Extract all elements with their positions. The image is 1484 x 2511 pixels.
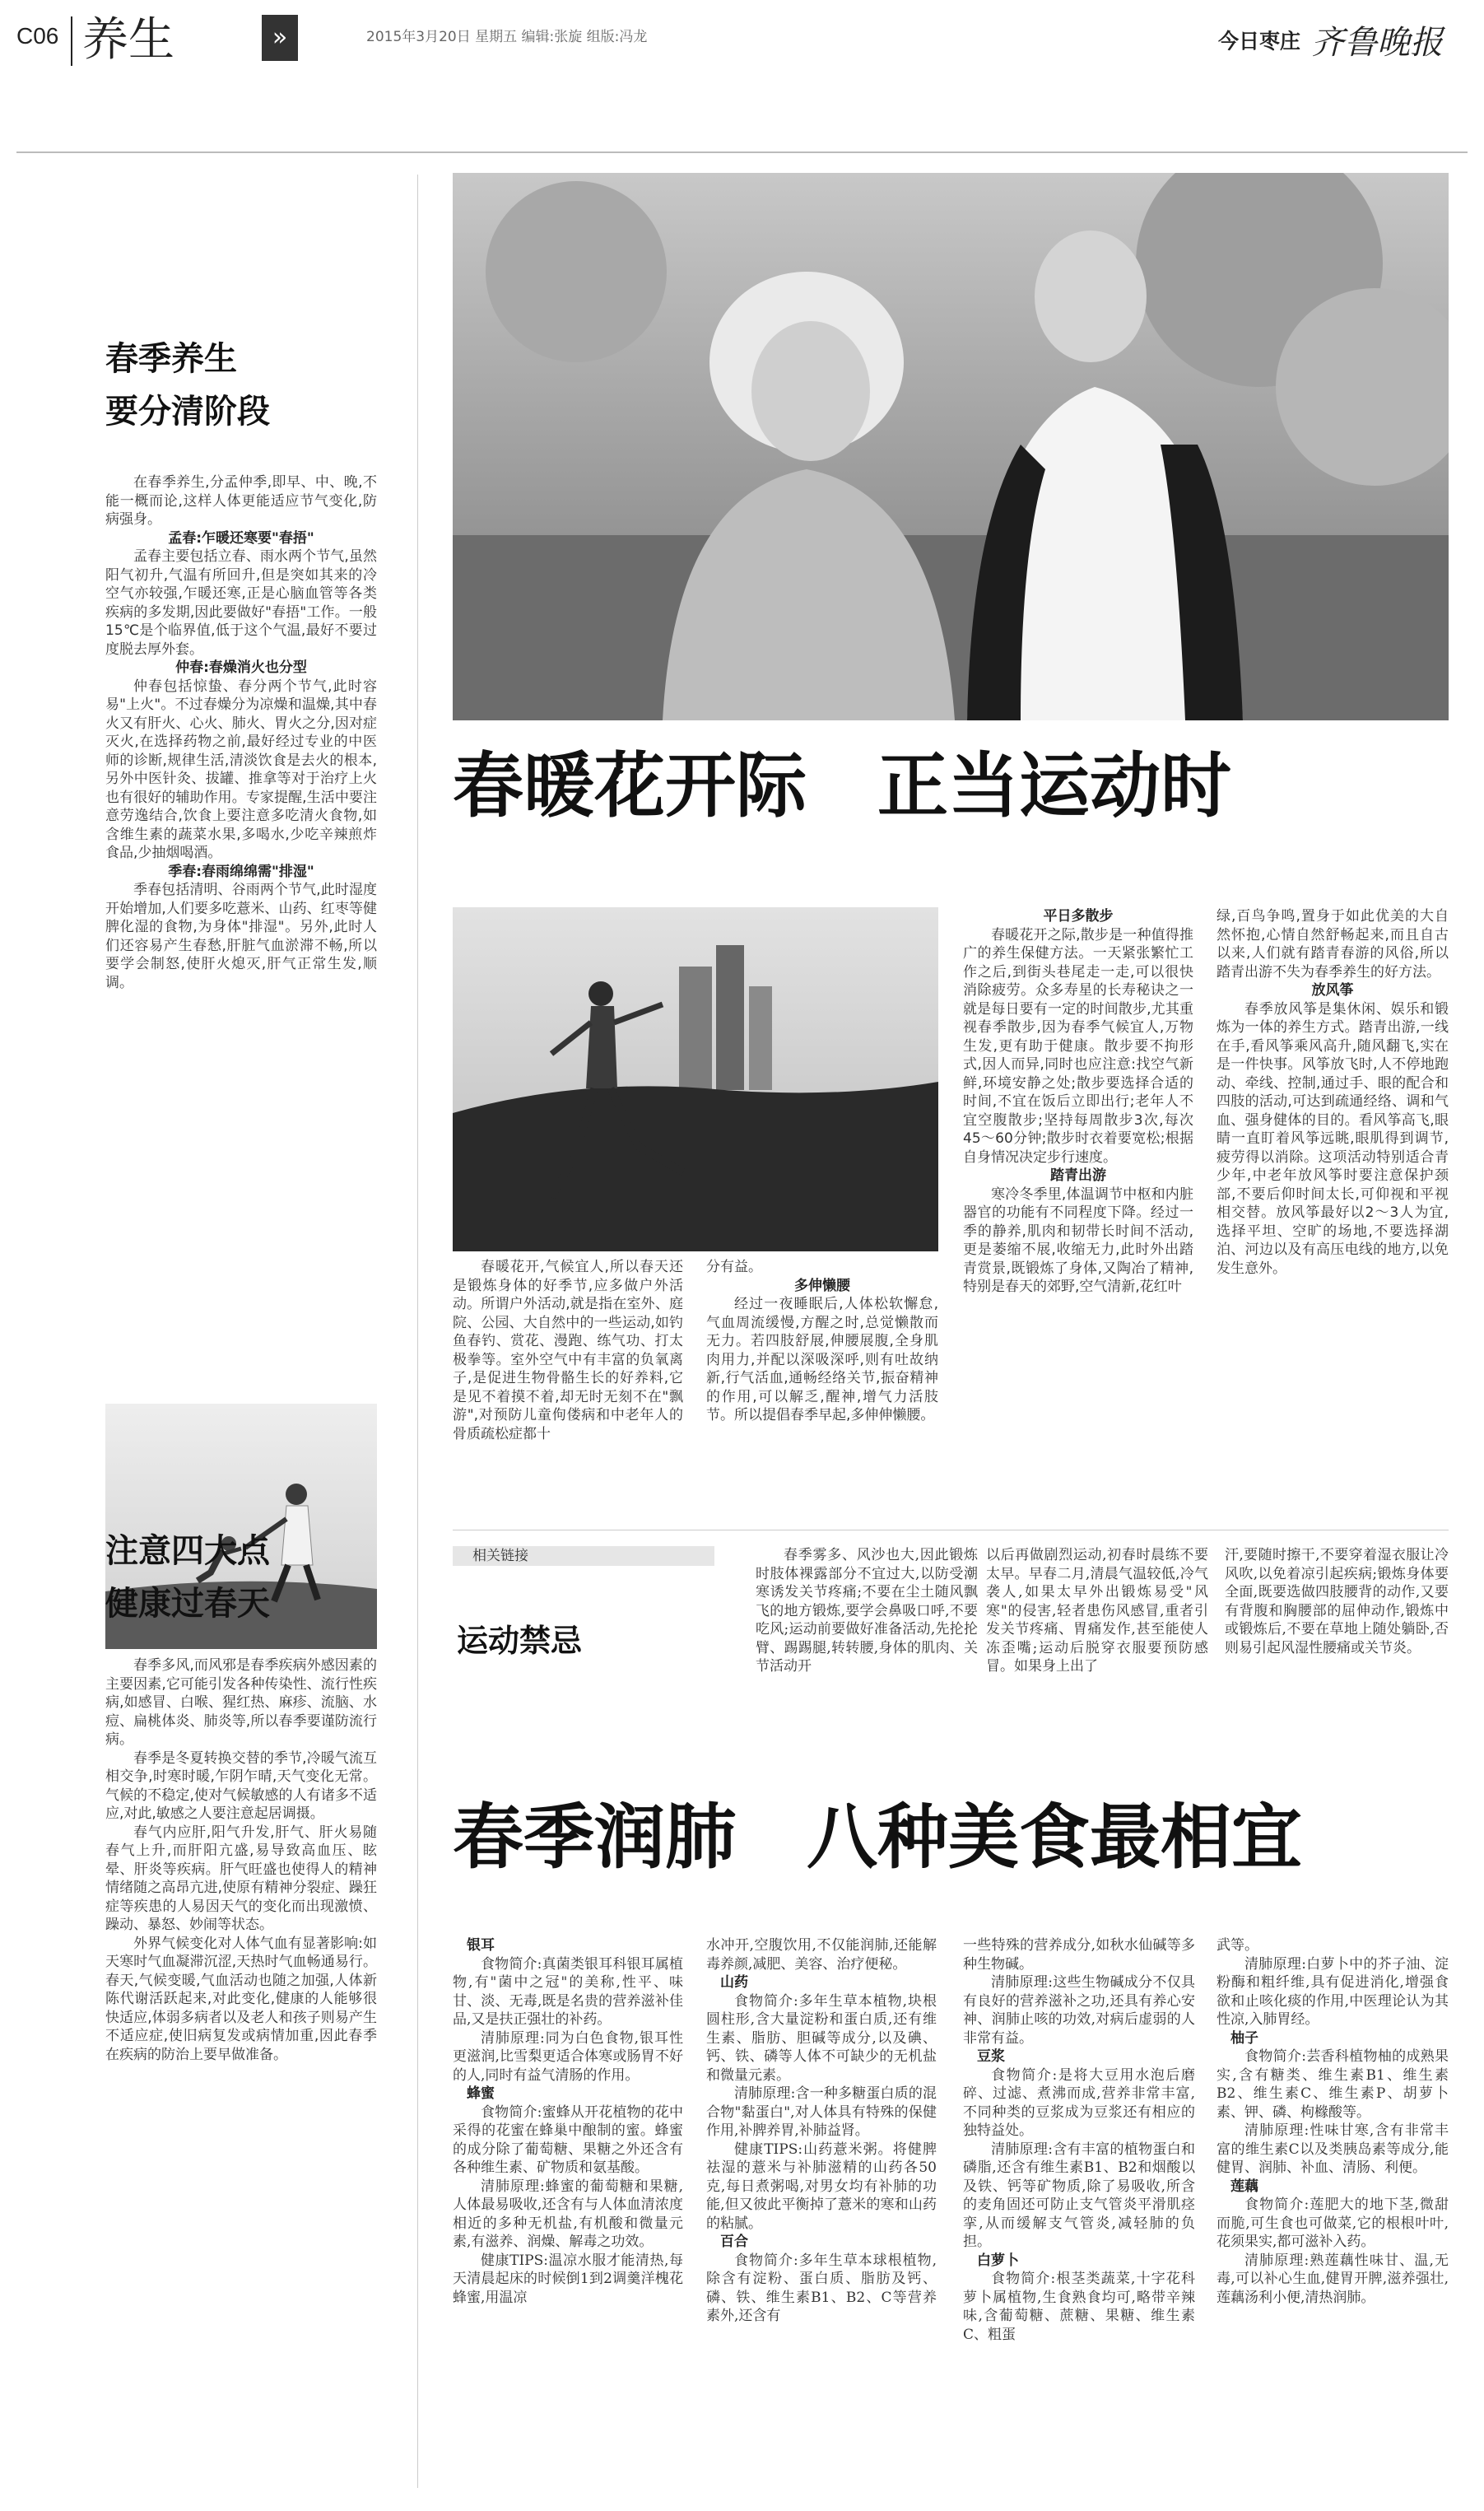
elderly-couple-illustration xyxy=(453,173,1449,720)
related-title: 运动禁忌 xyxy=(457,1623,583,1659)
paragraph: 清肺原理:性味甘寒,含有非常丰富的维生素C以及类胰岛素等成分,能健胃、润肺、补血、清肠、利便。 xyxy=(1217,2122,1449,2176)
related-tag xyxy=(453,1546,714,1566)
paragraph: 食物简介:芸香科植物柚的成熟果实,含有糖类、维生素B1、维生素B2、维生素C、维生素P、胡萝卜素、钾、磷、枸橼酸等。 xyxy=(1217,2048,1449,2121)
paragraph: 春季是冬夏转换交替的季节,冷暖气流互相交争,时寒时暖,乍阴乍晴,天气变化无常。气候的不稳定,使对气候敏感的人有诸多不适应,对此,敏感之人要注意起居调摄。 xyxy=(105,1749,377,1822)
running-woman-photo xyxy=(453,907,938,1251)
subheading: 银耳 xyxy=(467,1937,495,1954)
article2-title xyxy=(105,1525,377,1630)
column-divider xyxy=(417,175,418,2488)
double-chevron-right-icon: » xyxy=(272,23,288,52)
paragraph: 清肺原理:同为白色食物,银耳性更滋润,比雪梨更适合体寒或肠胃不好的人,同时有益气清肠的作用。 xyxy=(453,2029,683,2084)
related-col3: 汗,要随时擦干,不要穿着湿衣服让冷风吹,以免着凉引起疾病;锻炼身体要全面,既要选做四肢腰背的动作,又要有背腹和胸腰部的屈伸动作,锻炼中或锻炼后,不要在草地上随处躺卧,否则易引起风湿性腰痛或关节炎。 xyxy=(1225,1547,1449,1656)
article1-title-line1: 春季养生 xyxy=(105,340,237,378)
exercise-col2 xyxy=(706,1258,938,1425)
brand-logo: 齐鲁晚报 xyxy=(1311,24,1444,62)
paragraph: 分有益。 xyxy=(706,1259,762,1275)
elderly-couple-photo xyxy=(453,173,1449,720)
paragraph: 春气内应肝,阳气升发,肝气、肝火易随春气上升,而肝阳亢盛,易导致高血压、眩晕、肝炎等疾病。肝气旺盛也使得人的精神情绪随之高昂亢进,使原有精神分裂症、躁狂症等疾患的人易因天气的变化而出现激愤、躁动、暴怒、妙闹等状态。 xyxy=(105,1824,377,1933)
paragraph: 季春包括清明、谷雨两个节气,此时湿度开始增加,人们要多吃薏米、山药、红枣等健脾化湿的食物,为身体"排湿"。另外,此时人们还容易产生春愁,肝脏气血淤滞不畅,所以要学会制怒,使肝火熄灭,肝气正常生发,顺调。 xyxy=(105,882,377,991)
paragraph: 孟春主要包括立春、雨水两个节气,虽然阳气初升,气温有所回升,但是突如其来的冷空气亦较强,乍暖还寒,正是心脑血管等各类疾病的多发期,因此要做好"春捂"工作。一般15℃是个临界值,低于这个气温,最好不要过度脱去厚外套。 xyxy=(105,548,377,658)
food-col1 xyxy=(453,1936,683,2307)
subheading: 白萝卜 xyxy=(977,2252,1019,2269)
subheading: 仲春:春燥消火也分型 xyxy=(175,659,307,676)
headline-exercise: 春暖花开际 正当运动时 xyxy=(453,745,1231,827)
header-meta: 2015年3月20日 星期五 编辑:张旋 组版:冯龙 xyxy=(366,29,648,45)
paragraph: 健康TIPS:温凉水服才能清热,每天清晨起床的时候倒1到2调羹洋槐花蜂蜜,用温凉 xyxy=(453,2252,683,2306)
food-col4 xyxy=(1217,1936,1449,2307)
paragraph: 清肺原理:含一种多糖蛋白质的混合物"黏蛋白",对人体具有特殊的保健作用,补脾养胃,补肺益肾。 xyxy=(706,2085,937,2139)
running-woman-illustration xyxy=(453,907,938,1251)
brand xyxy=(1218,16,1443,63)
exercise-col3 xyxy=(963,907,1193,1297)
subheading: 平日多散步 xyxy=(1043,908,1114,925)
subheading: 多伸懒腰 xyxy=(794,1277,850,1294)
paragraph: 清肺原理:这些生物碱成分不仅具有良好的营养滋补之功,还具有养心安神、润肺止咳的功效,对病后虚弱的人非常有益。 xyxy=(963,1974,1195,2047)
paragraph: 食物简介:蜜蜂从开花植物的花中采得的花蜜在蜂巢中酿制的蜜。蜂蜜的成分除了葡萄糖、果糖之外还含有各种维生素、矿物质和氨基酸。 xyxy=(453,2103,683,2176)
article1-title-line2: 要分清阶段 xyxy=(105,393,270,431)
paragraph: 在春季养生,分孟仲季,即早、中、晚,不能一概而论,这样人体更能适应节气变化,防病强身。 xyxy=(105,474,377,528)
paragraph: 经过一夜睡眠后,人体松软懈怠,气血周流缓慢,方醒之时,总觉懒散而无力。若四肢舒展,伸腰展腹,全身肌肉用力,并配以深吸深呼,则有吐故纳新,行气活血,通畅经络关节,振奋精神的作用,可以解乏,醒神,增气力活肢节。所以提倡春季早起,多伸伸懒腰。 xyxy=(706,1296,938,1423)
paragraph: 清肺原理:熟莲藕性味甘、温,无毒,可以补心生血,健胃开脾,滋养强壮,莲藕汤利小便,清热润肺。 xyxy=(1217,2252,1449,2306)
paragraph: 清肺原理:蜂蜜的葡萄糖和果糖,人体最易吸收,还含有与人体血清浓度相近的多种无机盐,有机酸和微量元素,有滋养、润燥、解毒之功效。 xyxy=(453,2178,683,2250)
paragraph: 食物简介:多年生草本植物,块根圆柱形,含大量淀粉和蛋白质,还有维生素、脂肪、胆碱等成分,以及碘、钙、铁、磷等人体不可缺少的无机盐和微量元素。 xyxy=(706,1992,937,2084)
food-col2 xyxy=(706,1936,937,2326)
paragraph: 春暖花开,气候宜人,所以春天还是锻炼身体的好季节,应多做户外活动。所谓户外活动,就是指在室外、庭院、公园、大自然中的一些运动,如钓鱼春钓、赏花、漫跑、练气功、打太极拳等。室外空气中有丰富的负氧离子,是促进生物骨骼生长的好养料,它是见不着摸不着,却无时无刻不在"飘游",对预防儿童佝偻病和中老年人的骨质疏松症都十 xyxy=(453,1259,683,1442)
paragraph: 一些特殊的营养成分,如秋水仙碱等多种生物碱。 xyxy=(963,1937,1195,1973)
section-title: 养生 xyxy=(82,13,174,67)
article1-body xyxy=(105,473,377,992)
food-col3 xyxy=(963,1936,1195,2344)
header-divider xyxy=(71,16,72,66)
paragraph: 寒冷冬季里,体温调节中枢和内脏器官的功能有不同程度下降。经过一季的静养,肌肉和韧带长时间不活动,更是萎缩不展,收缩无力,此时外出踏青赏景,既锻炼了身体,又陶冶了精神,特别是春天的郊野,空气清新,花红叶 xyxy=(963,1186,1193,1295)
paragraph: 春季放风筝是集休闲、娱乐和锻炼为一体的养生方式。踏青出游,一线在手,看风筝乘风高升,随风翻飞,实在是一件快事。风筝放飞时,人不停地跑动、牵线、控制,通过手、眼的配合和四肢的活动,可达到疏通经络、调和气血、强身健体的目的。看风筝高飞,眼睛一直盯着风筝远眺,眼肌得到调节,疲劳得以消除。这项活动特别适合青少年,中老年放风筝时要注意保护颈部,不要后仰时间太长,可仰视和平视相交替。放风筝最好以2～3人为宜,选择平坦、空旷的场地,不要选择湖泊、河边以及有高压电线的地方,以免发生意外。 xyxy=(1217,1000,1449,1277)
subheading: 莲藕 xyxy=(1230,2178,1258,2195)
paragraph: 仲春包括惊蛰、春分两个节气,此时容易"上火"。不过春燥分为凉燥和温燥,其中春火又有肝火、心火、肺火、胃火之分,因对症灭火,在选择药物之前,最好经过专业的中医师的诊断,规律生活,清淡饮食是去火的根本,另外中医针灸、拔罐、推拿等对于治疗上火也有很好的辅助作用。专家提醒,生活中要注意劳逸结合,饮食上要注意多吃清火食物,如含维生素的蔬菜水果,多喝水,少吃辛辣煎炸食品,少抽烟喝酒。 xyxy=(105,678,377,861)
paragraph: 春季多风,而风邪是春季疾病外感因素的主要因素,它可能引发各种传染性、流行性疾病,如感冒、白喉、猩红热、麻疹、流脑、水痘、扁桃体炎、肺炎等,所以春季要谨防流行病。 xyxy=(105,1657,377,1748)
paragraph: 绿,百鸟争鸣,置身于如此优美的大自然怀抱,心情自然舒畅起来,而且自古以来,人们就有踏青春游的风俗,所以踏青出游不失为春季养生的好方法。 xyxy=(1217,908,1449,981)
exercise-col4 xyxy=(1217,907,1449,1278)
subheading: 季春:春雨绵绵需"排湿" xyxy=(168,863,314,880)
exercise-col1 xyxy=(453,1258,683,1443)
related-col1: 春季雾多、风沙也大,因此锻炼时肢体裸露部分不宜过大,以防受潮寒诱发关节疼痛;不要在尘土随风飘飞的地方锻炼,要学会鼻吸口呼,不要吃风;运动前要做好准备活动,先抡抡臂、踢踢腿,转转腰,身体的肌肉、关节活动开 xyxy=(756,1547,978,1675)
article2-title-line2: 健康过春天 xyxy=(105,1585,270,1623)
subheading: 豆浆 xyxy=(977,2048,1005,2065)
subheading: 山药 xyxy=(720,1974,748,1991)
subheading: 孟春:乍暖还寒要"春捂" xyxy=(168,529,314,547)
paragraph: 食物简介:是将大豆用水泡后磨碎、过滤、煮沸而成,营养非常丰富,不同种类的豆浆成为豆浆还有相应的独特益处。 xyxy=(963,2066,1195,2139)
paragraph: 食物简介:多年生草本球根植物,除含有淀粉、蛋白质、脂肪及钙、磷、铁、维生素B1、B2、C等营养素外,还含有 xyxy=(706,2252,937,2324)
paragraph: 食物简介:根茎类蔬菜,十字花科萝卜属植物,生食熟食均可,略带辛辣味,含葡萄糖、蔗糖、果糖、维生素C、粗蛋 xyxy=(963,2271,1195,2343)
page-number: C06 xyxy=(16,23,59,49)
headline-food: 春季润肺 八种美食最相宜 xyxy=(453,1796,1302,1879)
paragraph: 水冲开,空腹饮用,不仅能润肺,还能解毒养颜,减肥、美容、治疗便秘。 xyxy=(706,1937,937,1973)
subheading: 柚子 xyxy=(1230,2029,1258,2047)
article2-title-line1: 注意四大点 xyxy=(105,1532,270,1570)
paragraph: 清肺原理:含有丰富的植物蛋白和磷脂,还含有维生素B1、B2和烟酸以及铁、钙等矿物质,除了易吸收,所含的麦角固还可防止支气管炎平滑肌痉挛,从而缓解支气管炎,减轻肺的负担。 xyxy=(963,2141,1195,2250)
subheading: 放风筝 xyxy=(1311,982,1354,999)
paragraph: 健康TIPS:山药薏米粥。将健脾祛湿的薏米与补肺滋精的山药各50克,每日煮粥喝,对男女均有补肺的功能,但又彼此平衡掉了薏米的寒和山药的粘腻。 xyxy=(706,2141,937,2232)
subheading: 蜂蜜 xyxy=(467,2085,495,2102)
paragraph: 清肺原理:白萝卜中的芥子油、淀粉酶和粗纤维,具有促进消化,增强食欲和止咳化痰的作用,中医理论认为其性凉,入肺胃经。 xyxy=(1217,1955,1449,2028)
related-tag-label: 相关链接 xyxy=(472,1548,528,1564)
paragraph: 春暖花开之际,散步是一种值得推广的养生保健方法。一天紧张繁忙工作之后,到街头巷尾走一走,可以很快消除疲劳。众多寿星的长寿秘诀之一就是每日要有一定的时间散步,尤其重视春季散步,因为春季气候宜人,万物生发,更有助于健康。散步要不拘形式,因人而异,同时也应注意:找空气新鲜,环境安静之处;散步要选择合适的时间,不宜在饭后立即出行;老年人不宜空腹散步;坚持每周散步3次,每次45～60分钟;散步时衣着要宽松;根据自身情况决定步行速度。 xyxy=(963,926,1193,1166)
related-col2: 以后再做剧烈运动,初春时晨练不要太早。早春二月,清晨气温较低,冷气袭人,如果太早外出锻炼易受"风寒"的侵害,轻者患伤风感冒,重者引发关节疼痛、胃痛发作,甚至能使人冻歪嘴;运动后脱穿衣服要预防感冒。如果身上出了 xyxy=(986,1547,1208,1675)
paragraph: 食物简介:莲肥大的地下茎,微甜而脆,可生食也可做菜,它的根根叶叶,花须果实,都可滋补入药。 xyxy=(1217,2197,1449,2250)
paragraph: 食物简介:真菌类银耳科银耳属植物,有"菌中之冠"的美称,性平、味甘、淡、无毒,既是名贵的营养滋补佳品,又是扶正强壮的补药。 xyxy=(453,1955,683,2028)
subheading: 百合 xyxy=(720,2234,748,2250)
section-arrow-badge xyxy=(262,15,298,61)
brand-prefix: 今日枣庄 xyxy=(1218,29,1301,54)
article2-body xyxy=(105,1656,377,2064)
article1-title xyxy=(105,333,377,438)
paragraph: 外界气候变化对人体气血有显著影响:如天寒时气血凝滞沉涩,天热时气血畅通易行。春天,气候变暖,气血活动也随之加强,人体新陈代谢活跃起来,对此变化,健康的人能够很快适应,体弱多病者以及老人和孩子则易产生不适应症,使旧病复发或病情加重,因此春季在疾病的防治上要早做准备。 xyxy=(105,1935,377,2063)
subheading: 踏青出游 xyxy=(1050,1167,1106,1184)
paragraph: 武等。 xyxy=(1217,1937,1258,1954)
header-rule xyxy=(16,151,1468,153)
